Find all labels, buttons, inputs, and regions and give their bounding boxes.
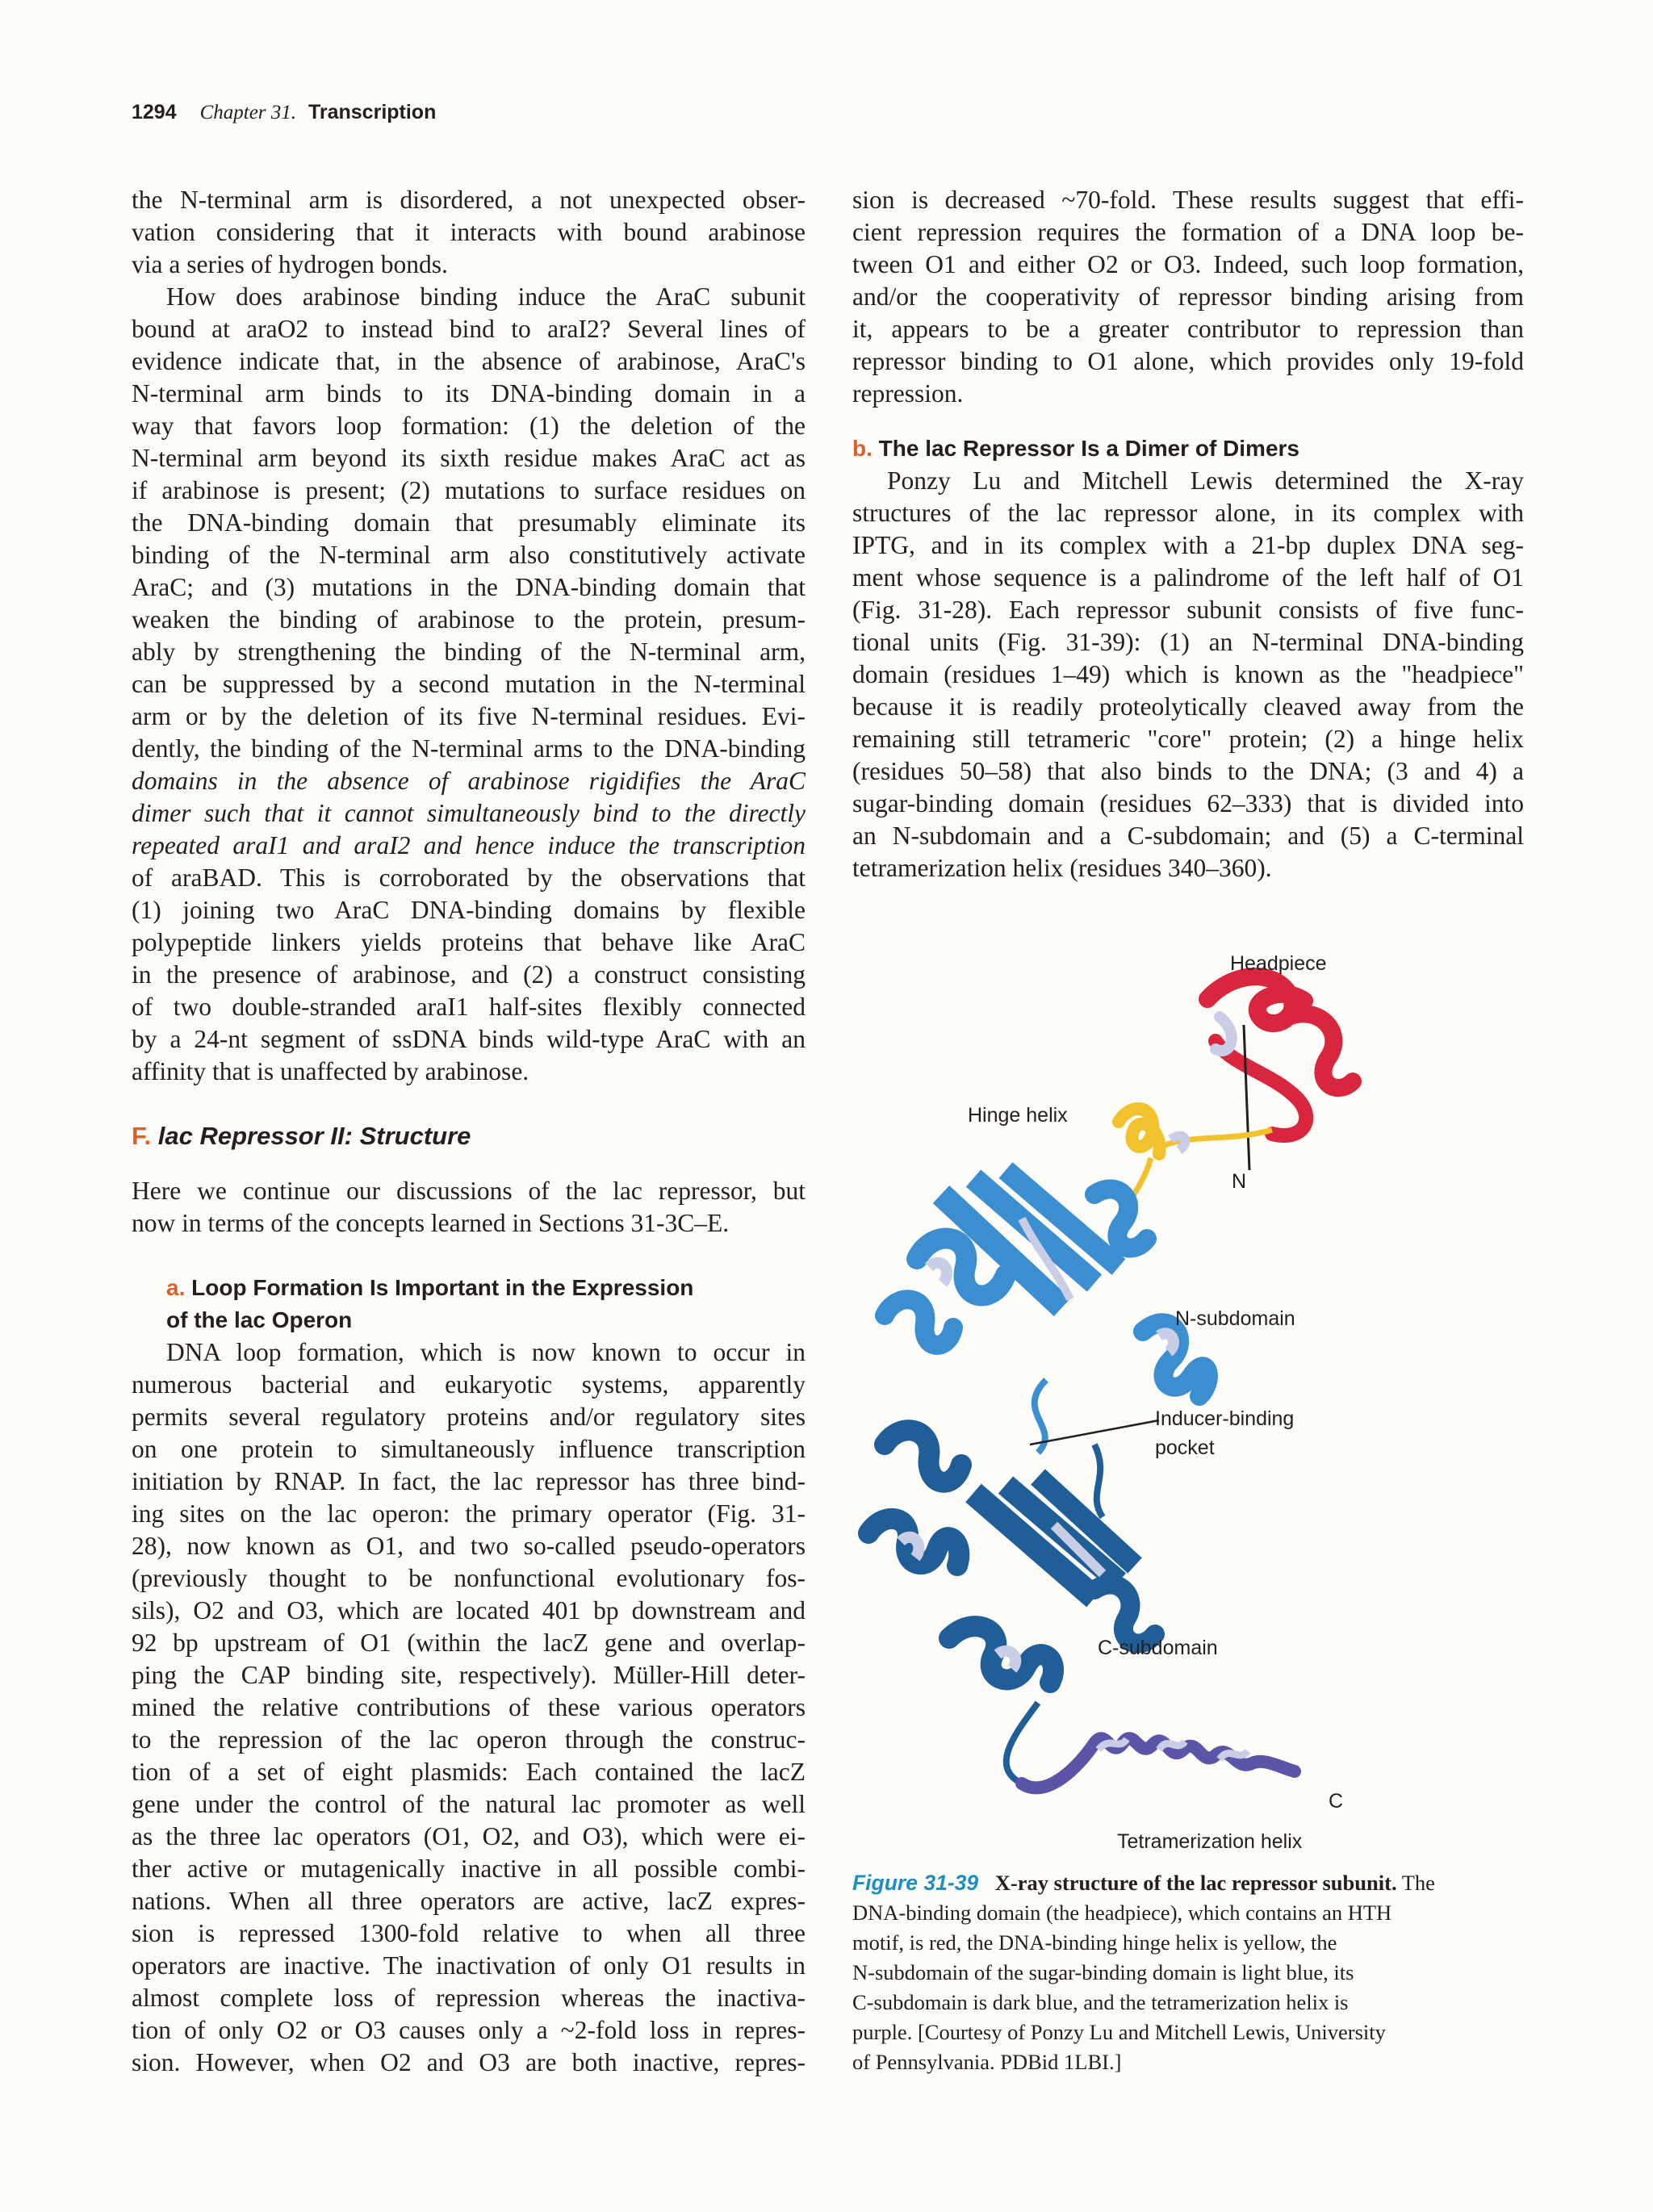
paragraph-arac-arm	[132, 184, 806, 281]
running-header	[132, 101, 436, 124]
label-n-subdomain: N-subdomain	[1175, 1307, 1295, 1330]
text-line: tional units (Fig. 31-39): (1) an N-terminal DNA-binding	[852, 628, 1524, 656]
paragraph-dimer-of-dimers	[852, 465, 1524, 884]
text-line: numerous bacterial and eukaryotic systems, apparently	[132, 1370, 806, 1399]
n-sub-back-1	[929, 1263, 947, 1283]
text-line: ment whose sequence is a palindrome of the left half of O1	[852, 563, 1524, 592]
text-line: domains in the absence of arabinose rigidifies the AraC	[132, 767, 806, 795]
headpiece-helix-3	[1216, 1041, 1306, 1135]
label-inducer-binding-pocket	[1155, 1404, 1294, 1462]
text-line: affinity that is unaffected by arabinose.	[132, 1057, 529, 1085]
label-n-terminus: N	[1232, 1170, 1247, 1193]
paragraph-loop-formation	[132, 1336, 806, 2079]
text-line: IPTG, and in its complex with a 21-bp duplex DNA seg-	[852, 531, 1524, 559]
text-line: dently, the binding of the N-terminal arms to the DNA-binding	[132, 734, 806, 763]
c-sub-helix-2	[885, 1430, 961, 1482]
text-line: repressor binding to O1 alone, which provides only 19-fold	[852, 347, 1524, 375]
text-line: repression.	[852, 379, 964, 408]
text-line: sion is repressed 1300-fold relative to when all three	[132, 1919, 806, 1947]
section-letter: F.	[132, 1122, 152, 1150]
text-line: the N-terminal arm is disordered, a not unexpected obser-	[132, 186, 806, 214]
text-line: now in terms of the concepts learned in Sections 31-3C–E.	[132, 1209, 730, 1237]
label-inducer-line-2: pocket	[1155, 1436, 1215, 1459]
chapter-title: Transcription	[308, 101, 437, 123]
text-line: N-terminal arm binds to its DNA-binding domain in a	[132, 379, 806, 408]
subsection-heading-b	[852, 433, 1524, 465]
text-line: (previously thought to be nonfunctional evolutionary fos-	[132, 1564, 806, 1592]
text-line: AraC; and (3) mutations in the DNA-binding domain that	[132, 573, 806, 601]
section-heading-f	[132, 1120, 806, 1152]
text-line: because it is readily proteolytically cleaved away from the	[852, 692, 1524, 721]
text-line: sugar-binding domain (residues 62–333) that is divided into	[852, 789, 1524, 817]
subsection-title-cont: of the lac Operon	[166, 1307, 353, 1332]
text-line: sion. However, when O2 and O3 are both inactive, repres-	[132, 2048, 806, 2076]
caption-line: C-subdomain is dark blue, and the tetramerization helix is	[852, 1990, 1349, 2014]
headpiece-n-terminus	[1244, 1025, 1249, 1170]
label-headpiece: Headpiece	[1230, 952, 1327, 975]
text-line: sils), O2 and O3, which are located 401 bp downstream and	[132, 1596, 806, 1625]
subsection-title: The lac Repressor Is a Dimer of Dimers	[878, 436, 1299, 461]
text-line: via a series of hydrogen bonds.	[132, 250, 448, 278]
page-number: 1294	[132, 101, 177, 123]
text-line: gene under the control of the natural lac promoter as well	[132, 1790, 806, 1818]
text-line: ing sites on the lac operon: the primary operator (Fig. 31-	[132, 1499, 806, 1528]
text-line: sion is decreased ~70-fold. These results suggest that effi-	[852, 186, 1524, 214]
text-line: evidence indicate that, in the absence of arabinose, AraC's	[132, 347, 806, 375]
n-sub-helix-4	[885, 1299, 953, 1345]
subsection-letter: a.	[166, 1275, 186, 1300]
caption-line: purple. [Courtesy of Ponzy Lu and Mitchell Lewis, University	[852, 2020, 1386, 2044]
right-column	[852, 184, 1524, 884]
text-line: (1) joining two AraC DNA-binding domains by flexible	[132, 896, 806, 924]
text-line: vation considering that it interacts with bound arabinose	[132, 218, 806, 246]
text-line: weaken the binding of arabinose to the protein, presum-	[132, 605, 806, 633]
text-line: 28), now known as O1, and two so-called pseudo-operators	[132, 1532, 806, 1560]
subsection-letter: b.	[852, 436, 873, 461]
text-line: in the presence of arabinose, and (2) a construct consisting	[132, 960, 806, 989]
text-line: tetramerization helix (residues 340–360).	[852, 854, 1272, 882]
text-line: dimer such that it cannot simultaneously bind to the directly	[132, 799, 806, 827]
hinge-helix-coil	[1119, 1109, 1160, 1154]
text-line: Here we continue our discussions of the lac repressor, but	[132, 1177, 806, 1205]
caption-line: The	[1401, 1871, 1435, 1895]
caption-line: DNA-binding domain (the headpiece), which contains an HTH	[852, 1900, 1392, 1925]
c-sub-loop-1	[1094, 1445, 1103, 1517]
text-line: ping the CAP binding site, respectively). Müller-Hill deter-	[132, 1661, 806, 1689]
chapter-number: Chapter 31.	[199, 102, 297, 123]
caption-line: N-subdomain of the sugar-binding domain is light blue, its	[852, 1960, 1354, 1984]
text-line: cient repression requires the formation of a DNA loop be-	[852, 218, 1524, 246]
headpiece-helix-2	[1288, 1014, 1353, 1088]
text-line: by a 24-nt segment of ssDNA binds wild-type AraC with an	[132, 1025, 806, 1053]
text-line: nations. When all three operators are active, lacZ expres-	[132, 1887, 806, 1915]
text-line: remaining still tetrameric "core" protein; (2) a hinge helix	[852, 725, 1524, 753]
text-line: the DNA-binding domain that presumably eliminate its	[132, 508, 806, 537]
text-line: mined the relative contributions of these various operators	[132, 1693, 806, 1721]
text-line: initiation by RNAP. In fact, the lac repressor has three bind-	[132, 1467, 806, 1495]
label-c-terminus: C	[1329, 1790, 1344, 1813]
paragraph-arabinose-binding	[132, 281, 806, 1088]
n-sub-back-2	[1159, 1333, 1174, 1352]
c-sub-helix-4	[1094, 1584, 1155, 1643]
text-line: (residues 50–58) that also binds to the DNA; (3 and 4) a	[852, 757, 1524, 785]
left-column	[132, 184, 806, 2079]
text-line: almost complete loss of repression whereas the inactiva-	[132, 1984, 806, 2012]
caption-line: motif, is red, the DNA-binding hinge helix is yellow, the	[852, 1930, 1337, 1955]
label-hinge-helix: Hinge helix	[968, 1104, 1068, 1127]
text-line: Ponzy Lu and Mitchell Lewis determined the X-ray	[887, 466, 1524, 495]
headpiece-ribbon	[1207, 976, 1353, 1170]
section-title: lac Repressor II: Structure	[157, 1122, 471, 1150]
text-line: binding of the N-terminal arm also constitutively activate	[132, 541, 806, 569]
figure-lac-repressor	[852, 928, 1524, 1856]
figure-caption	[852, 1868, 1524, 2077]
label-tetramerization-helix: Tetramerization helix	[1117, 1830, 1303, 1853]
paragraph-loop-conclusion	[852, 184, 1524, 410]
text-line: tion of a set of eight plasmids: Each contained the lacZ	[132, 1758, 806, 1786]
text-line: an N-subdomain and a C-subdomain; and (5) a C-terminal	[852, 822, 1524, 850]
text-line: (Fig. 31-28). Each repressor subunit consists of five func-	[852, 596, 1524, 624]
label-inducer-line-1: Inducer-binding	[1155, 1407, 1295, 1430]
text-line: way that favors loop formation: (1) the deletion of the	[132, 412, 806, 440]
subsection-title: Loop Formation Is Important in the Expression	[191, 1275, 694, 1300]
text-line: permits several regulatory proteins and/or regulatory sites	[132, 1403, 806, 1431]
text-line: structures of the lac repressor alone, in its complex with	[852, 499, 1524, 527]
text-line: 92 bp upstream of O1 (within the lacZ gene and overlap-	[132, 1629, 806, 1657]
text-line: How does arabinose binding induce the AraC subunit	[166, 282, 806, 311]
text-line: ably by strengthening the binding of the N-terminal arm,	[132, 638, 806, 666]
text-line: N-terminal arm beyond its sixth residue makes AraC act as	[132, 444, 806, 472]
text-line: on one protein to simultaneously influence transcription	[132, 1435, 806, 1463]
caption-line: of Pennsylvania. PDBid 1LBI.]	[852, 2050, 1122, 2074]
text-line: tion of only O2 or O3 causes only a ~2-fold loss in repres-	[132, 2016, 806, 2044]
text-line: arm or by the deletion of its five N-terminal residues. Evi-	[132, 702, 806, 730]
c-sub-loop-2	[1006, 1703, 1038, 1783]
text-line: can be suppressed by a second mutation in the N-terminal	[132, 670, 806, 698]
text-line: and/or the cooperativity of repressor binding arising from	[852, 282, 1524, 311]
c-subdomain-ribbon	[868, 1430, 1155, 1783]
text-line: repeated araI1 and araI2 and hence induce the transcription	[132, 831, 806, 859]
text-line: operators are inactive. The inactivation of only O1 results in	[132, 1951, 806, 1980]
text-line: ther active or mutagenically inactive in all possible combi-	[132, 1854, 806, 1883]
text-line: if arabinose is present; (2) mutations to surface residues on	[132, 476, 806, 504]
text-line: as the three lac operators (O1, O2, and O3), which were ei-	[132, 1822, 806, 1850]
headpiece-back	[1216, 1017, 1232, 1051]
text-line: polypeptide linkers yields proteins that behave like AraC	[132, 928, 806, 956]
subsection-heading-a	[132, 1272, 806, 1336]
text-line: DNA loop formation, which is now known to occur in	[166, 1338, 806, 1366]
tetramerization-helix-ribbon	[1022, 1738, 1295, 1788]
text-line: of two double-stranded araI1 half-sites flexibly connected	[132, 993, 806, 1021]
label-c-subdomain: C-subdomain	[1098, 1637, 1218, 1659]
text-line: tween O1 and either O2 or O3. Indeed, such loop formation,	[852, 250, 1524, 278]
protein-ribbon-illustration	[852, 928, 1524, 1856]
paragraph-lac-intro	[132, 1175, 806, 1240]
text-line: to the repression of the lac operon through the construc-	[132, 1725, 806, 1754]
text-line: it, appears to be a greater contributor to repression than	[852, 315, 1524, 343]
figure-number: Figure 31-39	[852, 1871, 979, 1895]
text-line: domain (residues 1–49) which is known as the "headpiece"	[852, 660, 1524, 688]
text-line: of araBAD. This is corroborated by the observations that	[132, 863, 806, 892]
figure-title: X-ray structure of the lac repressor subunit.	[994, 1871, 1397, 1895]
inducer-pocket-pointer	[1030, 1420, 1159, 1445]
text-line: bound at araO2 to instead bind to araI2? Several lines of	[132, 315, 806, 343]
